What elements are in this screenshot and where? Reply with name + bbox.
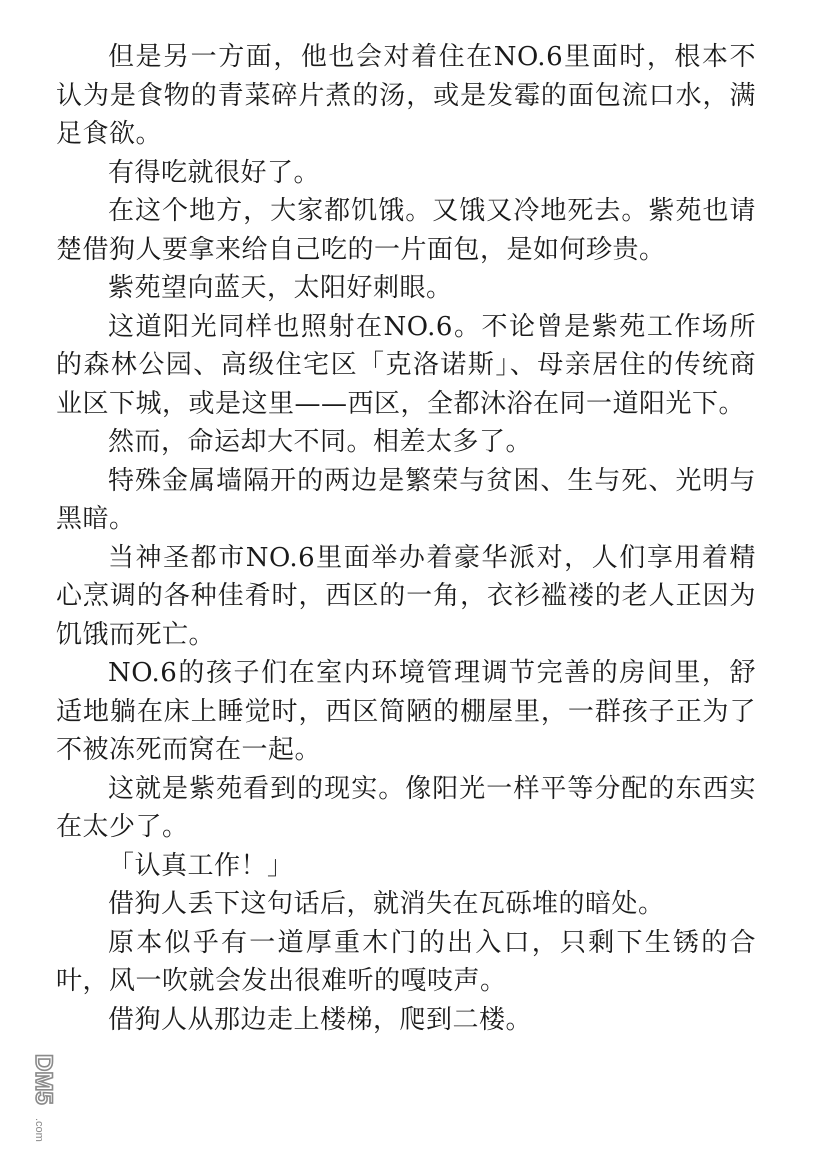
- paragraph: 这就是紫苑看到的现实。像阳光一样平等分配的东西实在太少了。: [56, 773, 756, 842]
- paragraph: 然而，命运却大不同。相差太多了。: [108, 427, 533, 457]
- paragraph: 借狗人从那边走上楼梯，爬到二楼。: [108, 1004, 533, 1035]
- paragraph: 「认真工作！」: [108, 850, 294, 881]
- dm5-watermark-logo: [10, 1050, 57, 1158]
- paragraph: 这道阳光同样也照射在NO.6。不论曾是紫苑工作场所的森林公园、高级住宅区「克洛诺斯」、母亲居住的传统商业区下城，或是这里——西区，全都沐浴在同一道阳光下。: [56, 311, 756, 419]
- paragraph: 有得吃就很好了。: [108, 157, 321, 188]
- watermark-suffix: .com: [33, 1118, 45, 1142]
- paragraph: NO.6的孩子们在室内环境管理调节完善的房间里，舒适地躺在床上睡觉时，西区简陋的棚屋里，一群孩子正为了不被冻死而窝在一起。: [56, 658, 756, 765]
- paragraph: 借狗人丢下这句话后，就消失在瓦砾堆的暗处。: [108, 889, 665, 919]
- paragraph: 原本似乎有一道厚重木门的出入口，只剩下生锈的合叶，风一吹就会发出很难听的嘎吱声。: [56, 927, 756, 996]
- watermark-text: DM5: [30, 1054, 57, 1105]
- paragraph: 特殊金属墙隔开的两边是繁荣与贫困、生与死、光明与黑暗。: [56, 465, 756, 534]
- paragraph: 但是另一方面，他也会对着住在NO.6里面时，根本不认为是食物的青菜碎片煮的汤，或是发霉的面包流口水，满足食欲。: [56, 42, 756, 149]
- paragraph: 紫苑望向蓝天，太阳好刺眼。: [108, 273, 453, 303]
- document-body: [56, 38, 756, 1039]
- paragraph: 当神圣都市NO.6里面举办着豪华派对，人们享用着精心烹调的各种佳肴时，西区的一角，衣衫褴褛的老人正因为饥饿而死亡。: [56, 542, 756, 650]
- watermark-letters: [30, 1054, 57, 1142]
- paragraph: 在这个地方，大家都饥饿。又饿又冷地死去。紫苑也请楚借狗人要拿来给自己吃的一片面包，是如何珍贵。: [56, 196, 756, 265]
